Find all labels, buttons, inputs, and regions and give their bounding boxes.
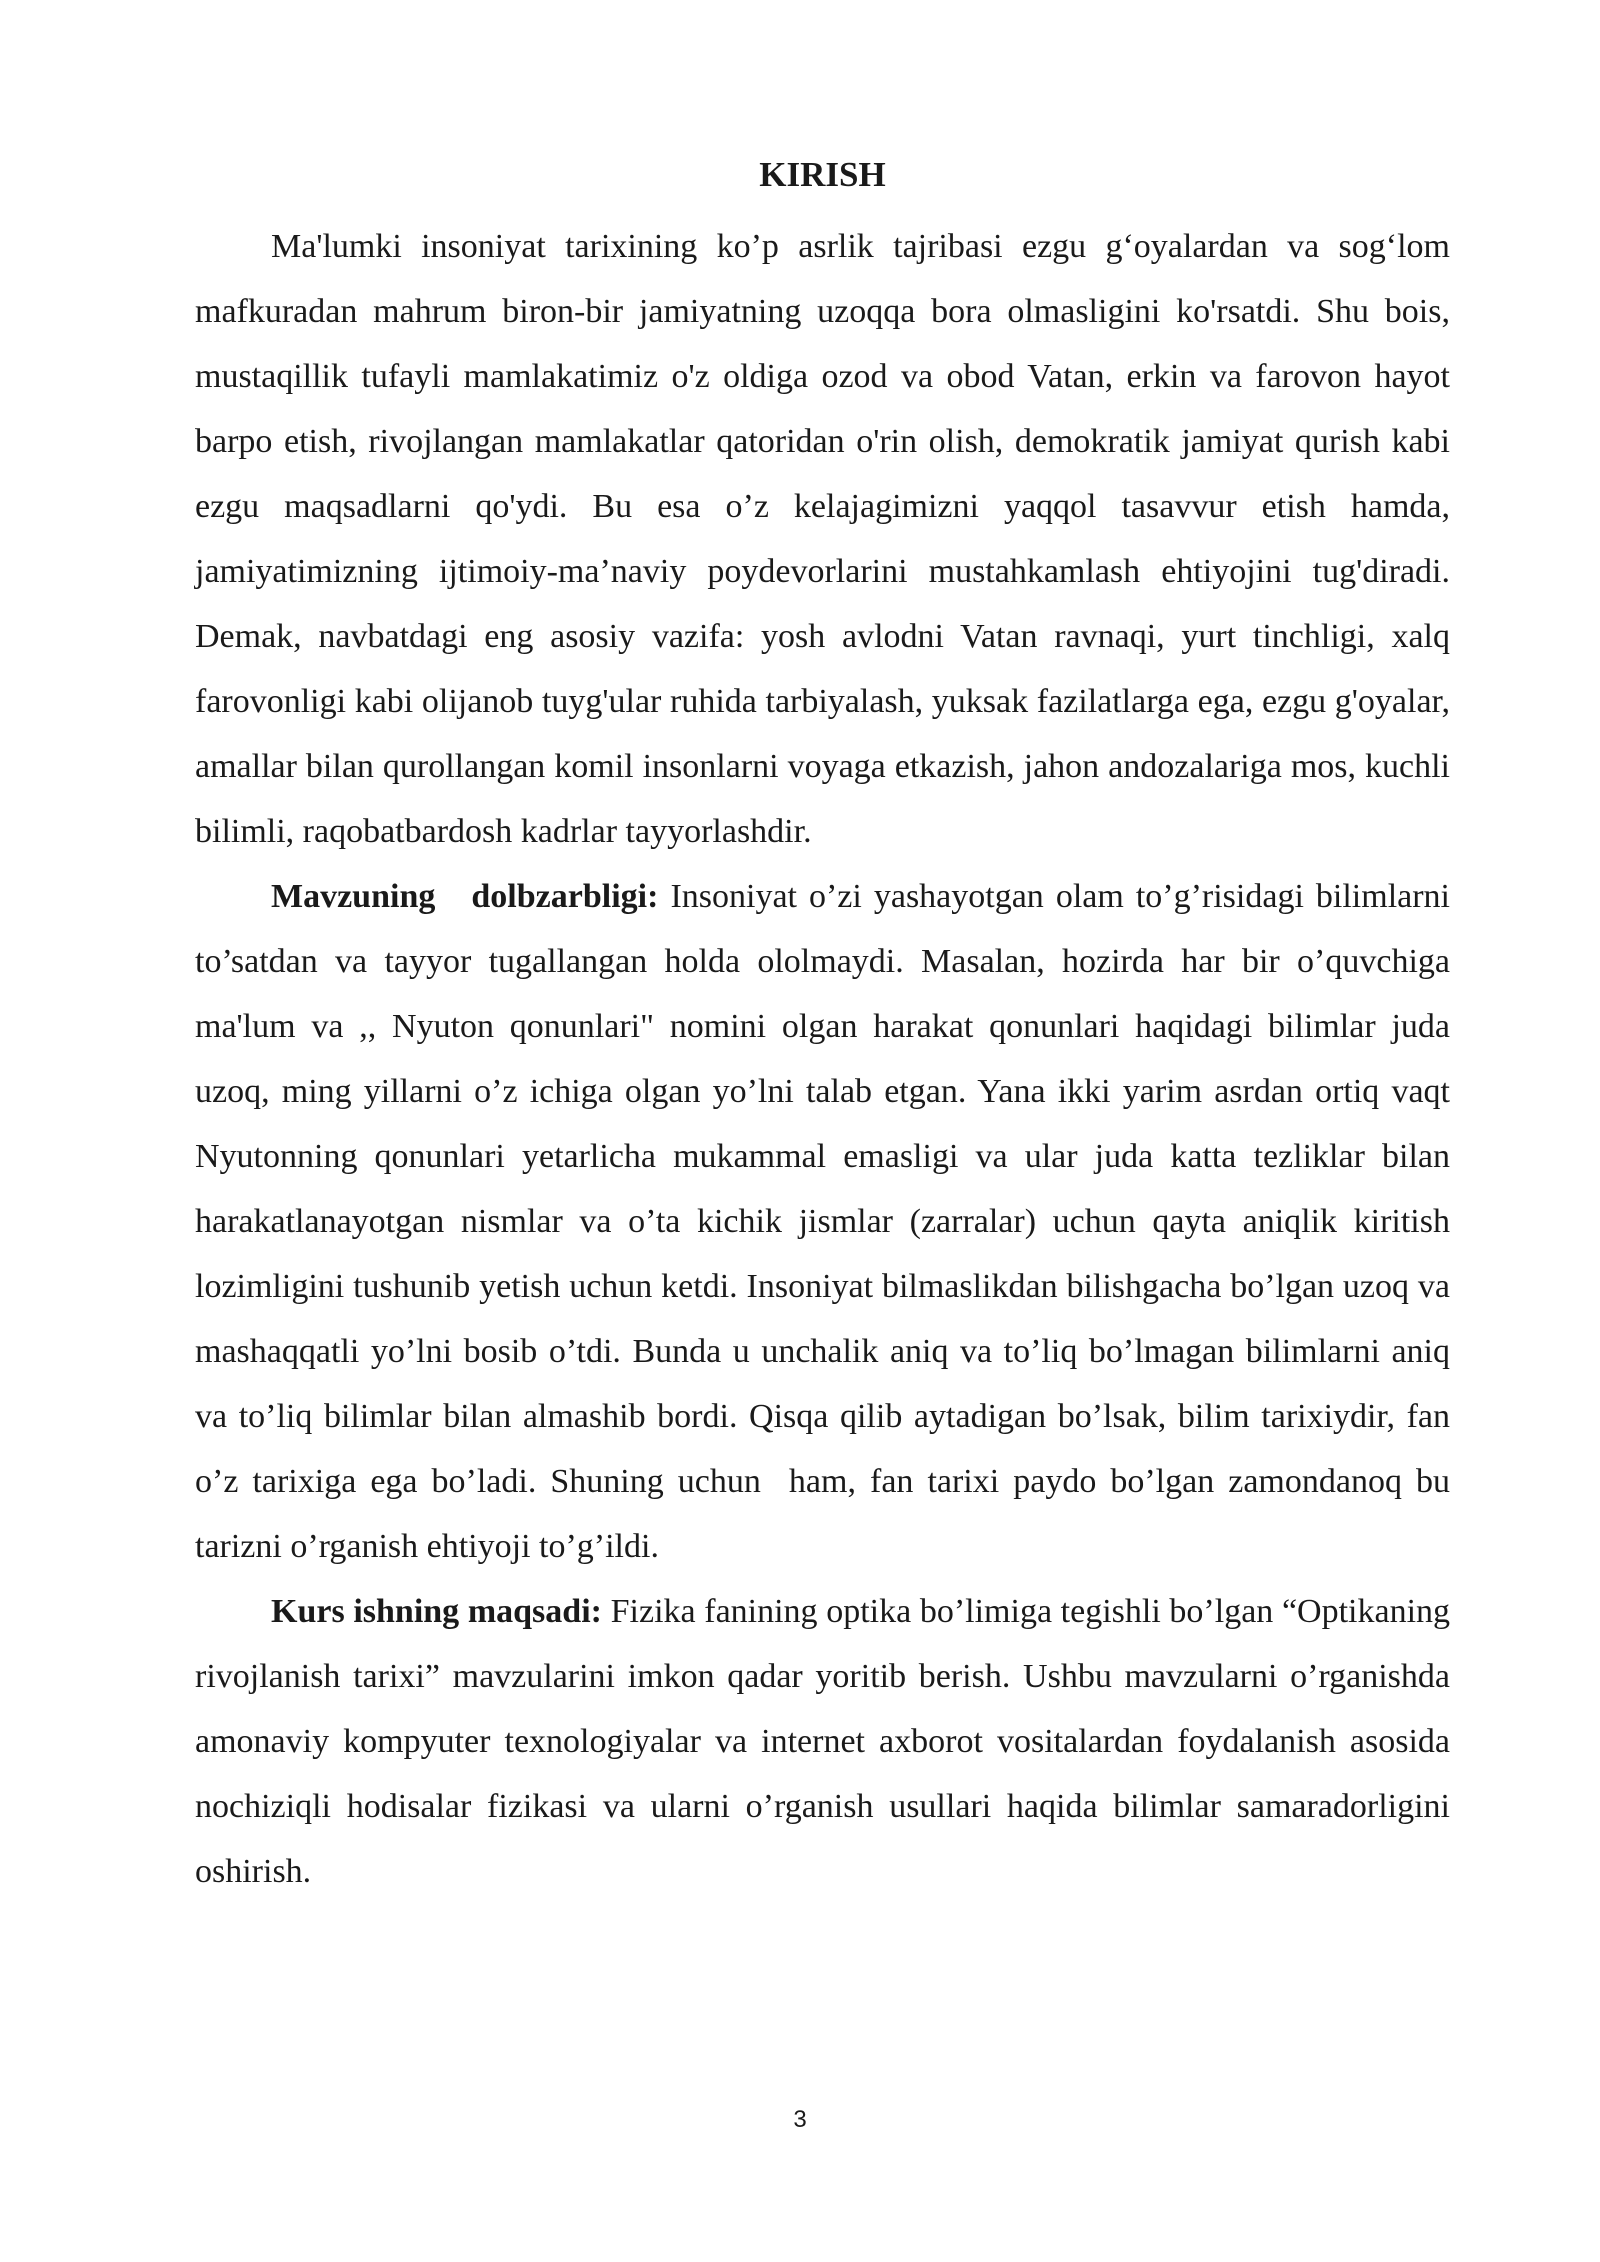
- relevance-text: Insoniyat o’zi yashayotgan olam to’g’risidagi bilimlarni to’satdan va tayyor tugallangan holda ololmaydi. Masalan, hozirda har bir o’quvchiga ma'lum va ,, Nyuton qonunlari" nomini olgan harakat qonunlari haqidagi bilimlar juda uzoq, ming yillarni o’z ichiga olgan yo’lni talab etgan. Yana ikki yarim asrdan ortiq vaqt Nyutonning qonunlari yetarlicha mukammal emasligi va ular juda katta tezliklar bilan harakatlanayotgan nismlar va o’ta kichik jismlar (zarralar) uchun qayta aniqlik kiritish lozimligini tushunib yetish uchun ketdi. Insoniyat bilmaslikdan bilishgacha bo’lgan uzoq va mashaqqatli yo’lni bosib o’tdi. Bunda u unchalik aniq va to’liq bo’lmagan bilimlarni aniq va to’liq bilimlar bilan almashib bordi. Qisqa qilib aytadigan bo’lsak, bilim tarixiydir, fan o’z tarixiga ega bo’ladi. Shuning uchun ham, fan tarixi paydo bo’lgan zamondanoq bu tarizni o’rganish ehtiyoji to’g’ildi.: [195, 878, 1451, 1565]
- relevance-heading: Mavzuning dolbzarbligi:: [271, 878, 659, 915]
- intro-paragraph: Ma'lumki insoniyat tarixining ko’p asrlik tajribasi ezgu g‘oyalardan va sog‘lom mafkuradan mahrum biron-bir jamiyatning uzoqqa bora olmasligini ko'rsatdi. Shu bois, mustaqillik tufayli mamlakatimiz o'z oldiga ozod va obod Vatan, erkin va farovon hayot barpo etish, rivojlangan mamlakatlar qatoridan o'rin olish, demokratik jamiyat qurish kabi ezgu maqsadlarni qo'ydi. Bu esa o’z kelajagimizni yaqqol tasavvur etish hamda, jamiyatimizning ijtimoiy-ma’naviy poydevorlarini mustahkamlash ehtiyojini tug'diradi. Demak, navbatdagi eng asosiy vazifa: yosh avlodni Vatan ravnaqi, yurt tinchligi, xalq farovonligi kabi olijanob tuyg'ular ruhida tarbiyalash, yuksak fazilatlarga ega, ezgu g'oyalar, amallar bilan qurollangan komil insonlarni voyaga etkazish, jahon andozalariga mos, kuchli bilimli, raqobatbardosh kadrlar tayyorlashdir.: [195, 228, 1450, 850]
- section-title: KIRISH: [759, 155, 886, 194]
- goal-text: Fizika fanining optika bo’limiga tegishli bo’lgan “Optikaning rivojlanish tarixi” mavzularini imkon qadar yoritib berish. Ushbu mavzularni o’rganishda amonaviy kompyuter texnologiyalar va internet axborot vositalardan foydalanish asosida nochiziqli hodisalar fizikasi va ularni o’rganish usullari haqida bilimlar samaradorligini oshirish.: [195, 1593, 1451, 1890]
- goal-paragraph: [195, 1579, 1450, 1904]
- document-page: [195, 150, 1450, 1904]
- relevance-paragraph: [195, 864, 1450, 1579]
- goal-heading: Kurs ishning maqsadi:: [271, 1593, 602, 1630]
- page-number: 3: [793, 2106, 807, 2133]
